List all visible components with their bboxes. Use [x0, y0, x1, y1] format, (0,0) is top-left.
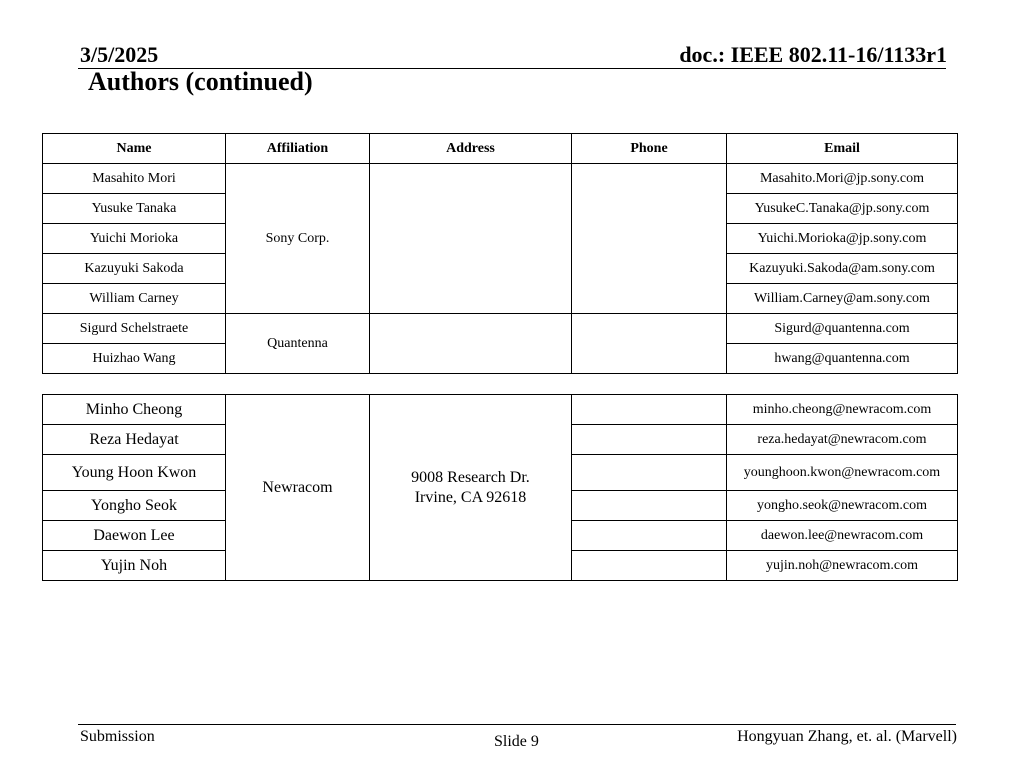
author-name: Young Hoon Kwon: [43, 455, 226, 491]
author-phone: [572, 395, 727, 425]
author-email: Masahito.Mori@jp.sony.com: [727, 164, 958, 194]
author-email: reza.hedayat@newracom.com: [727, 425, 958, 455]
author-phone: [572, 551, 727, 581]
footer-submission: Submission: [80, 728, 155, 745]
author-name: Huizhao Wang: [43, 344, 226, 374]
author-email: YusukeC.Tanaka@jp.sony.com: [727, 194, 958, 224]
author-name: Minho Cheong: [43, 395, 226, 425]
author-name: Masahito Mori: [43, 164, 226, 194]
author-email: minho.cheong@newracom.com: [727, 395, 958, 425]
author-address: [370, 164, 572, 314]
author-email: Sigurd@quantenna.com: [727, 314, 958, 344]
author-affiliation: Newracom: [226, 395, 370, 581]
authors-table-2: [42, 394, 958, 581]
author-name: Reza Hedayat: [43, 425, 226, 455]
author-name: William Carney: [43, 284, 226, 314]
author-email: yujin.noh@newracom.com: [727, 551, 958, 581]
author-name: Daewon Lee: [43, 521, 226, 551]
author-email: younghoon.kwon@newracom.com: [727, 455, 958, 491]
author-phone: [572, 455, 727, 491]
table-row: [43, 314, 958, 344]
author-address: [370, 314, 572, 374]
table-row: [43, 164, 958, 194]
author-email: hwang@quantenna.com: [727, 344, 958, 374]
author-name: Yujin Noh: [43, 551, 226, 581]
author-name: Sigurd Schelstraete: [43, 314, 226, 344]
footer-author: Hongyuan Zhang, et. al. (Marvell): [737, 728, 957, 745]
author-email: Kazuyuki.Sakoda@am.sony.com: [727, 254, 958, 284]
column-header-address: Address: [370, 134, 572, 164]
author-email: daewon.lee@newracom.com: [727, 521, 958, 551]
author-name: Kazuyuki Sakoda: [43, 254, 226, 284]
authors-table-1: [42, 133, 958, 374]
table-row: [43, 395, 958, 425]
author-email: yongho.seok@newracom.com: [727, 491, 958, 521]
author-name: Yongho Seok: [43, 491, 226, 521]
author-email: Yuichi.Morioka@jp.sony.com: [727, 224, 958, 254]
author-address: [370, 395, 572, 581]
address-line-2: Irvine, CA 92618: [414, 488, 527, 506]
author-phone: [572, 425, 727, 455]
slide-number: Slide 9: [494, 733, 539, 750]
author-phone: [572, 314, 727, 374]
author-phone: [572, 491, 727, 521]
author-affiliation: Sony Corp.: [226, 164, 370, 314]
table-header-row: [43, 134, 958, 164]
author-phone: [572, 521, 727, 551]
address-line-1: 9008 Research Dr.: [411, 468, 530, 486]
header-doc-id: doc.: IEEE 802.11-16/1133r1: [679, 42, 947, 67]
author-name: Yuichi Morioka: [43, 224, 226, 254]
column-header-email: Email: [727, 134, 958, 164]
header-date: 3/5/2025: [80, 42, 159, 67]
slide-title: Authors (continued): [88, 67, 313, 96]
author-name: Yusuke Tanaka: [43, 194, 226, 224]
author-email: William.Carney@am.sony.com: [727, 284, 958, 314]
column-header-phone: Phone: [572, 134, 727, 164]
column-header-affiliation: Affiliation: [226, 134, 370, 164]
footer-divider: [78, 724, 956, 725]
author-phone: [572, 164, 727, 314]
column-header-name: Name: [43, 134, 226, 164]
author-affiliation: Quantenna: [226, 314, 370, 374]
